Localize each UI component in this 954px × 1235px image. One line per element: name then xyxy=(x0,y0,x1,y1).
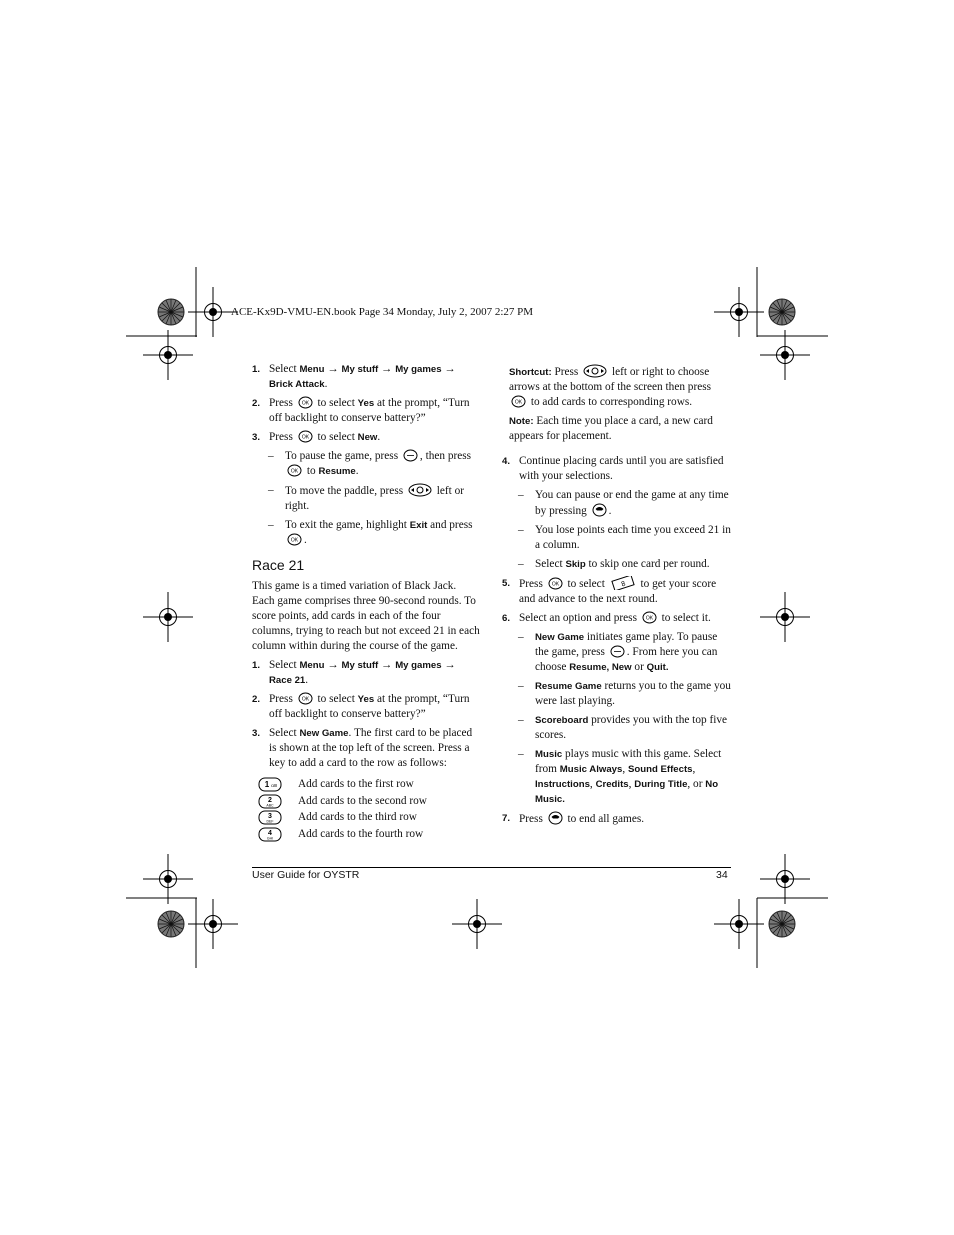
step-1-brick-attack: 1. Select Menu → My stuff → My games → Brick Attack. xyxy=(252,363,456,390)
step-2-race-21: 2. Press OK to select Yes at the prompt, “Turn off backlight to conserve battery?” xyxy=(252,693,470,720)
end-key-icon xyxy=(548,811,563,825)
ok-key-icon xyxy=(287,533,302,546)
svg-text:OK: OK xyxy=(514,399,523,406)
svg-text:3: 3 xyxy=(268,813,272,820)
sub-lose-points: – You lose points each time you exceed 21 in a column. xyxy=(518,524,731,551)
menu-key-icon xyxy=(610,645,625,658)
step-7: 7. Press to end all games. xyxy=(502,813,645,825)
svg-text:OK: OK xyxy=(645,615,653,622)
sub-move-paddle: – To move the paddle, press left or right. xyxy=(268,484,465,512)
svg-text:2: 2 xyxy=(268,796,272,804)
step-3-brick-attack: 3. Press OK to select New. xyxy=(252,431,381,443)
end-key-icon xyxy=(592,503,607,517)
key-2-icon xyxy=(258,794,282,809)
ok-key-icon xyxy=(287,464,302,477)
race-21-intro: This game is a timed variation of Black Jack. Each game comprises three 90-second rounds. To score points, add cards in each of the four columns, trying to reach but not exceed 21 in each column within during the course of the game. xyxy=(252,580,480,652)
step-5: 5. Press OK to select 8 to get your score and advance to the next round. xyxy=(502,576,732,607)
navigation-key-icon xyxy=(583,364,607,378)
svg-text:4: 4 xyxy=(268,829,272,837)
score-card-icon xyxy=(610,576,636,590)
svg-text:OK: OK xyxy=(301,400,309,407)
svg-text:OK: OK xyxy=(551,581,559,588)
list-item: 3 DEF Add cards to the third row xyxy=(252,810,480,827)
key-1-icon xyxy=(258,777,282,792)
ok-key-icon xyxy=(298,396,313,409)
note-tip: Note: Each time you place a card, a new card appears for placement. xyxy=(509,415,713,442)
list-item: 2 ABC Add cards to the second row xyxy=(252,794,480,811)
svg-text:8: 8 xyxy=(620,580,627,589)
sub-music: – Music plays music with this game. Select from Music Always, Sound Effects, Instructions, Credits, During Title, or No Music. xyxy=(518,748,722,805)
step-4: 4. Continue placing cards until you are satisfied with your selections. xyxy=(502,455,724,482)
sub-skip: – Select Skip to skip one card per round. xyxy=(518,558,710,570)
sub-pause-end: – You can pause or end the game at any time by pressing . xyxy=(518,489,729,517)
row-key-list xyxy=(252,777,480,843)
ok-key-icon xyxy=(511,395,526,408)
key-3-icon xyxy=(258,810,282,825)
step-3-race-21: 3. Select New Game. The first card to be placed is shown at the top left of the screen. Press a key to add a card to the row as follows: xyxy=(252,727,473,769)
list-item: 1 ΩⅢ Add cards to the first row xyxy=(252,777,480,794)
section-title-race-21: Race 21 xyxy=(252,557,305,573)
svg-text:GHI: GHI xyxy=(266,836,274,840)
svg-text:1: 1 xyxy=(264,780,270,789)
navigation-key-icon xyxy=(408,483,432,497)
sub-new-game: – New Game initiates game play. To pause the game, press . From here you can choose Resume, New or Quit. xyxy=(518,631,718,673)
svg-text:OK: OK xyxy=(301,696,309,703)
footer-divider xyxy=(252,867,731,868)
svg-text:ABC: ABC xyxy=(266,803,274,807)
sub-resume-game: – Resume Game returns you to the game you were last playing. xyxy=(518,680,731,707)
svg-text:ΩⅢ: ΩⅢ xyxy=(271,783,277,788)
menu-key-icon xyxy=(403,449,418,462)
shortcut-tip: Shortcut: Press left or right to choose arrows at the bottom of the screen then press OK to add cards to corresponding rows. xyxy=(509,366,712,408)
svg-text:OK: OK xyxy=(290,468,299,475)
print-header: ACE-Kx9D-VMU-EN.book Page 34 Monday, July 2, 2007 2:27 PM xyxy=(231,306,534,318)
sub-scoreboard: – Scoreboard provides you with the top five scores. xyxy=(518,714,728,741)
svg-text:DEF: DEF xyxy=(266,819,274,824)
ok-key-icon xyxy=(298,692,313,705)
list-item: 4 GHI Add cards to the fourth row xyxy=(252,827,480,844)
page-number: 34 xyxy=(716,869,728,881)
sub-exit-game: – To exit the game, highlight Exit and press OK . xyxy=(268,519,473,546)
left-column xyxy=(252,362,480,843)
step-6: 6. Select an option and press OK to select it. xyxy=(502,612,711,624)
footer-guide-title: User Guide for OYSTR xyxy=(252,869,360,881)
ok-key-icon xyxy=(298,430,313,443)
ok-key-icon xyxy=(548,577,563,590)
key-4-icon xyxy=(258,827,282,842)
step-1-race-21: 1. Select Menu → My stuff → My games → Race 21. xyxy=(252,659,456,686)
svg-text:OK: OK xyxy=(301,434,309,441)
ok-key-icon xyxy=(642,611,657,624)
right-column xyxy=(502,364,732,831)
svg-text:OK: OK xyxy=(290,537,299,544)
step-2-brick-attack: 2. Press OK to select Yes at the prompt, “Turn off backlight to conserve battery?” xyxy=(252,397,470,424)
sub-pause-game: – To pause the game, press , then press OK to Resume. xyxy=(268,450,472,477)
